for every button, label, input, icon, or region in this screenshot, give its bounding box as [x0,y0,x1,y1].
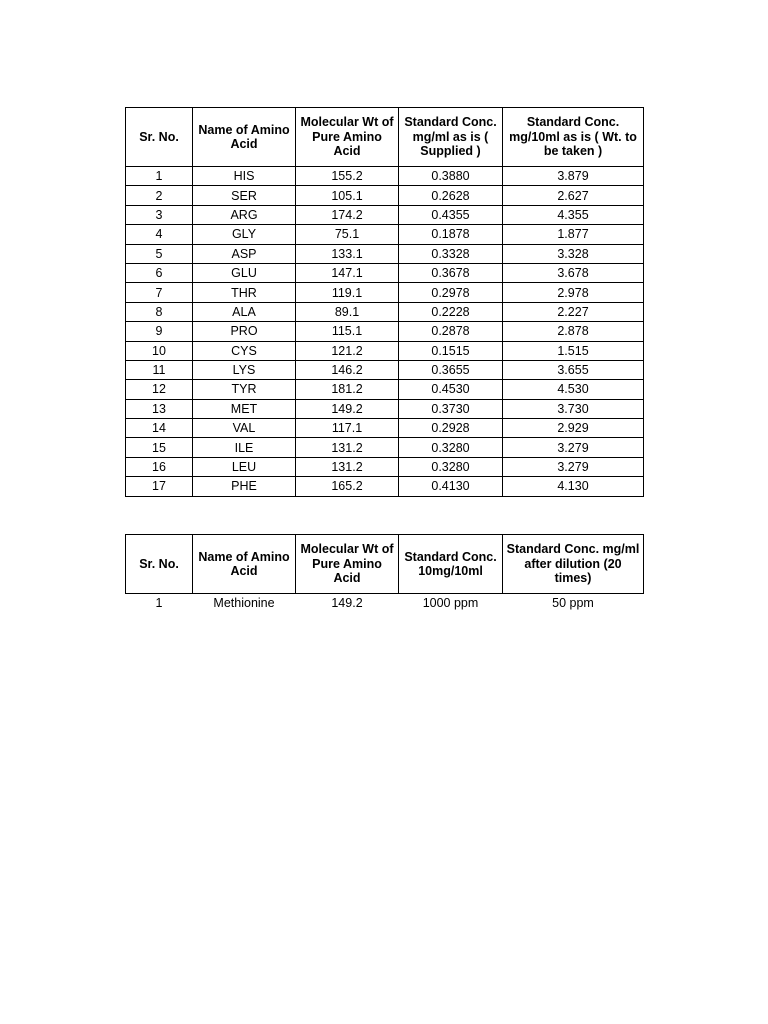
cell-standard-conc-2: 2.627 [503,186,644,205]
table-header-row [126,535,644,594]
cell-sr-no: 11 [126,360,193,379]
table-row [126,380,644,399]
cell-molecular-weight: 174.2 [296,205,399,224]
cell-molecular-weight: 149.2 [331,596,363,610]
amino-acid-standards-table [125,107,644,497]
cell-standard-conc: 0.2978 [399,283,503,302]
table-row [126,244,644,263]
table-row [126,225,644,244]
cell-standard-conc: 0.4355 [399,205,503,224]
table-row [126,399,644,418]
cell-amino-acid-name: ILE [193,438,296,457]
table-row [126,283,644,302]
cell-standard-conc: 0.3280 [399,457,503,476]
cell-standard-conc: 0.2628 [399,186,503,205]
table-row [126,263,644,282]
cell-standard-conc-2: 4.530 [503,380,644,399]
cell-standard-conc: 0.2878 [399,322,503,341]
cell-sr-no: 6 [126,263,193,282]
cell-amino-acid-name: MET [193,399,296,418]
cell-amino-acid-name: VAL [193,419,296,438]
cell-amino-acid-name: LYS [193,360,296,379]
cell-standard-conc-2: 3.279 [503,457,644,476]
cell-standard-conc-2: 2.227 [503,302,644,321]
cell-sr-no: 3 [126,205,193,224]
header-standard-conc: Standard Conc. 10mg/10ml [399,535,503,594]
cell-standard-conc-2: 4.130 [503,477,644,496]
header-sr-no: Sr. No. [126,108,193,167]
table-row [126,594,644,613]
cell-molecular-weight: 155.2 [296,167,399,186]
cell-standard-conc: 0.2928 [399,419,503,438]
cell-amino-acid-name: TYR [193,380,296,399]
table-row [126,322,644,341]
cell-sr-no: 2 [126,186,193,205]
cell-molecular-weight: 117.1 [296,419,399,438]
cell-molecular-weight: 75.1 [296,225,399,244]
table-row [126,438,644,457]
cell-molecular-weight: 131.2 [296,457,399,476]
cell-standard-conc-2: 3.678 [503,263,644,282]
cell-molecular-weight: 115.1 [296,322,399,341]
header-standard-conc-supplied: Standard Conc. mg/ml as is ( Supplied ) [399,108,503,167]
cell-standard-conc: 0.2228 [399,302,503,321]
cell-amino-acid-name: CYS [193,341,296,360]
cell-sr-no: 7 [126,283,193,302]
header-sr-no: Sr. No. [126,535,193,594]
cell-amino-acid-name: LEU [193,457,296,476]
cell-amino-acid-name: ARG [193,205,296,224]
table-row [126,477,644,496]
cell-standard-conc: 0.3655 [399,360,503,379]
cell-sr-no: 10 [126,341,193,360]
header-amino-acid-name: Name of Amino Acid [193,535,296,594]
cell-standard-conc-2: 2.929 [503,419,644,438]
cell-standard-conc-2: 3.279 [503,438,644,457]
cell-standard-conc: 0.3880 [399,167,503,186]
cell-molecular-weight: 149.2 [296,399,399,418]
cell-standard-conc-2: 3.730 [503,399,644,418]
cell-sr-no: 5 [126,244,193,263]
table-row [126,341,644,360]
header-standard-conc-diluted: Standard Conc. mg/ml after dilution (20 times) [503,535,644,594]
table-row [126,186,644,205]
cell-molecular-weight: 89.1 [296,302,399,321]
cell-sr-no: 15 [126,438,193,457]
cell-amino-acid-name: GLU [193,263,296,282]
cell-sr-no: 1 [155,596,163,610]
header-molecular-weight: Molecular Wt of Pure Amino Acid [296,535,399,594]
cell-standard-conc-2: 1.515 [503,341,644,360]
cell-sr-no: 1 [126,167,193,186]
cell-molecular-weight: 165.2 [296,477,399,496]
cell-molecular-weight: 121.2 [296,341,399,360]
table-row [126,205,644,224]
cell-standard-conc: 0.1878 [399,225,503,244]
cell-sr-no: 16 [126,457,193,476]
cell-amino-acid-name: GLY [193,225,296,244]
header-amino-acid-name: Name of Amino Acid [193,108,296,167]
cell-standard-conc: 1000 ppm [422,596,479,610]
cell-amino-acid-name: ALA [193,302,296,321]
cell-amino-acid-name: Methionine [213,596,275,610]
methionine-dilution-table [125,534,644,612]
cell-standard-conc-2: 3.328 [503,244,644,263]
table-body [126,167,644,497]
cell-standard-conc: 0.3280 [399,438,503,457]
cell-sr-no: 8 [126,302,193,321]
cell-standard-conc-2: 4.355 [503,205,644,224]
header-standard-conc-weight: Standard Conc. mg/10ml as is ( Wt. to be taken ) [503,108,644,167]
cell-amino-acid-name: HIS [193,167,296,186]
cell-standard-conc: 0.1515 [399,341,503,360]
cell-molecular-weight: 105.1 [296,186,399,205]
cell-standard-conc: 0.3328 [399,244,503,263]
cell-molecular-weight: 147.1 [296,263,399,282]
header-molecular-weight: Molecular Wt of Pure Amino Acid [296,108,399,167]
table-body [126,594,644,613]
cell-standard-conc-2: 2.978 [503,283,644,302]
cell-molecular-weight: 181.2 [296,380,399,399]
cell-sr-no: 17 [126,477,193,496]
cell-molecular-weight: 133.1 [296,244,399,263]
cell-sr-no: 14 [126,419,193,438]
cell-sr-no: 13 [126,399,193,418]
cell-standard-conc-2: 1.877 [503,225,644,244]
cell-molecular-weight: 131.2 [296,438,399,457]
cell-amino-acid-name: ASP [193,244,296,263]
cell-amino-acid-name: PRO [193,322,296,341]
cell-sr-no: 4 [126,225,193,244]
table-row [126,360,644,379]
cell-standard-conc: 0.3730 [399,399,503,418]
table-header-row [126,108,644,167]
cell-standard-conc-2: 2.878 [503,322,644,341]
cell-molecular-weight: 146.2 [296,360,399,379]
cell-standard-conc-2: 50 ppm [552,596,594,610]
table-row [126,419,644,438]
table-row [126,302,644,321]
cell-standard-conc: 0.4130 [399,477,503,496]
cell-molecular-weight: 119.1 [296,283,399,302]
cell-amino-acid-name: THR [193,283,296,302]
cell-standard-conc: 0.4530 [399,380,503,399]
cell-sr-no: 12 [126,380,193,399]
cell-amino-acid-name: PHE [193,477,296,496]
cell-standard-conc-2: 3.879 [503,167,644,186]
table-row [126,167,644,186]
cell-amino-acid-name: SER [193,186,296,205]
cell-standard-conc-2: 3.655 [503,360,644,379]
cell-sr-no: 9 [126,322,193,341]
cell-standard-conc: 0.3678 [399,263,503,282]
table-row [126,457,644,476]
